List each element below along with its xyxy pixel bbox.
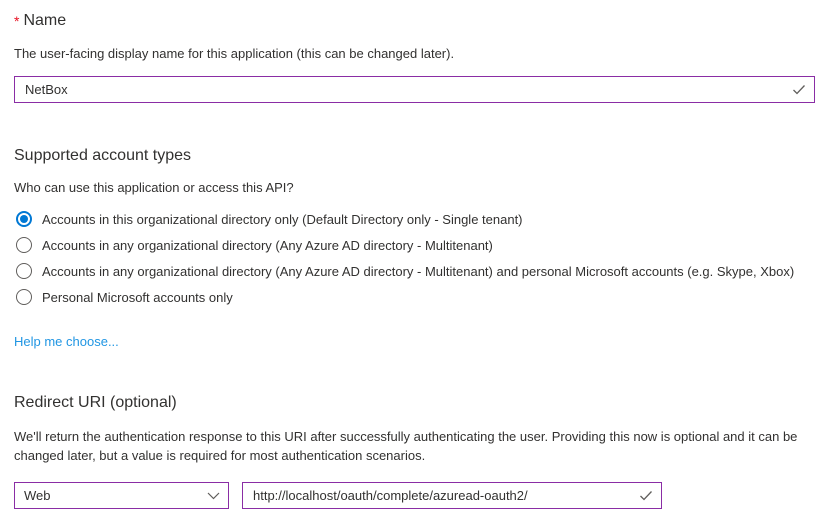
name-title-text: Name (23, 12, 67, 29)
account-types-question: Who can use this application or access this API? (14, 180, 294, 195)
radio-button[interactable] (16, 237, 32, 253)
radio-option-personal-only[interactable] (14, 284, 815, 310)
radio-option-label: Accounts in this organizational directory only (Default Directory only - Single tenant) (42, 211, 523, 227)
required-asterisk: * (14, 13, 20, 29)
redirect-uri-title: Redirect URI (optional) (14, 394, 177, 411)
account-types-radio-group (14, 206, 815, 310)
platform-dropdown-value: Web (24, 488, 51, 503)
name-input[interactable] (15, 77, 814, 102)
radio-button[interactable] (16, 211, 32, 227)
redirect-uri-description: We'll return the authentication response to this URI after successfully authenticating the user. Providing this now is optional and it can be changed later, but a value is required for most authentication scenarios. (14, 429, 798, 463)
chevron-down-icon (207, 491, 220, 500)
radio-option-multitenant[interactable] (14, 232, 815, 258)
checkmark-icon (792, 84, 806, 96)
radio-option-multitenant-personal[interactable] (14, 258, 815, 284)
radio-option-label: Accounts in any organizational directory (Any Azure AD directory - Multitenant) and personal Microsoft accounts (e.g. Skype, Xbox) (42, 263, 795, 279)
name-input-container (14, 76, 815, 103)
radio-option-single-tenant[interactable] (14, 206, 815, 232)
radio-button[interactable] (16, 289, 32, 305)
redirect-uri-input-container (242, 482, 662, 509)
radio-option-label: Accounts in any organizational directory (Any Azure AD directory - Multitenant) (42, 237, 493, 253)
radio-option-label: Personal Microsoft accounts only (42, 289, 233, 305)
radio-button[interactable] (16, 263, 32, 279)
redirect-uri-controls (14, 482, 815, 509)
redirect-uri-input[interactable] (243, 483, 661, 508)
checkmark-icon (639, 490, 653, 502)
account-types-title: Supported account types (14, 147, 192, 164)
help-me-choose-link[interactable]: Help me choose... (14, 334, 119, 349)
platform-dropdown[interactable] (14, 482, 229, 509)
name-section-title (14, 0, 815, 31)
name-description: The user-facing display name for this application (this can be changed later). (14, 46, 455, 61)
